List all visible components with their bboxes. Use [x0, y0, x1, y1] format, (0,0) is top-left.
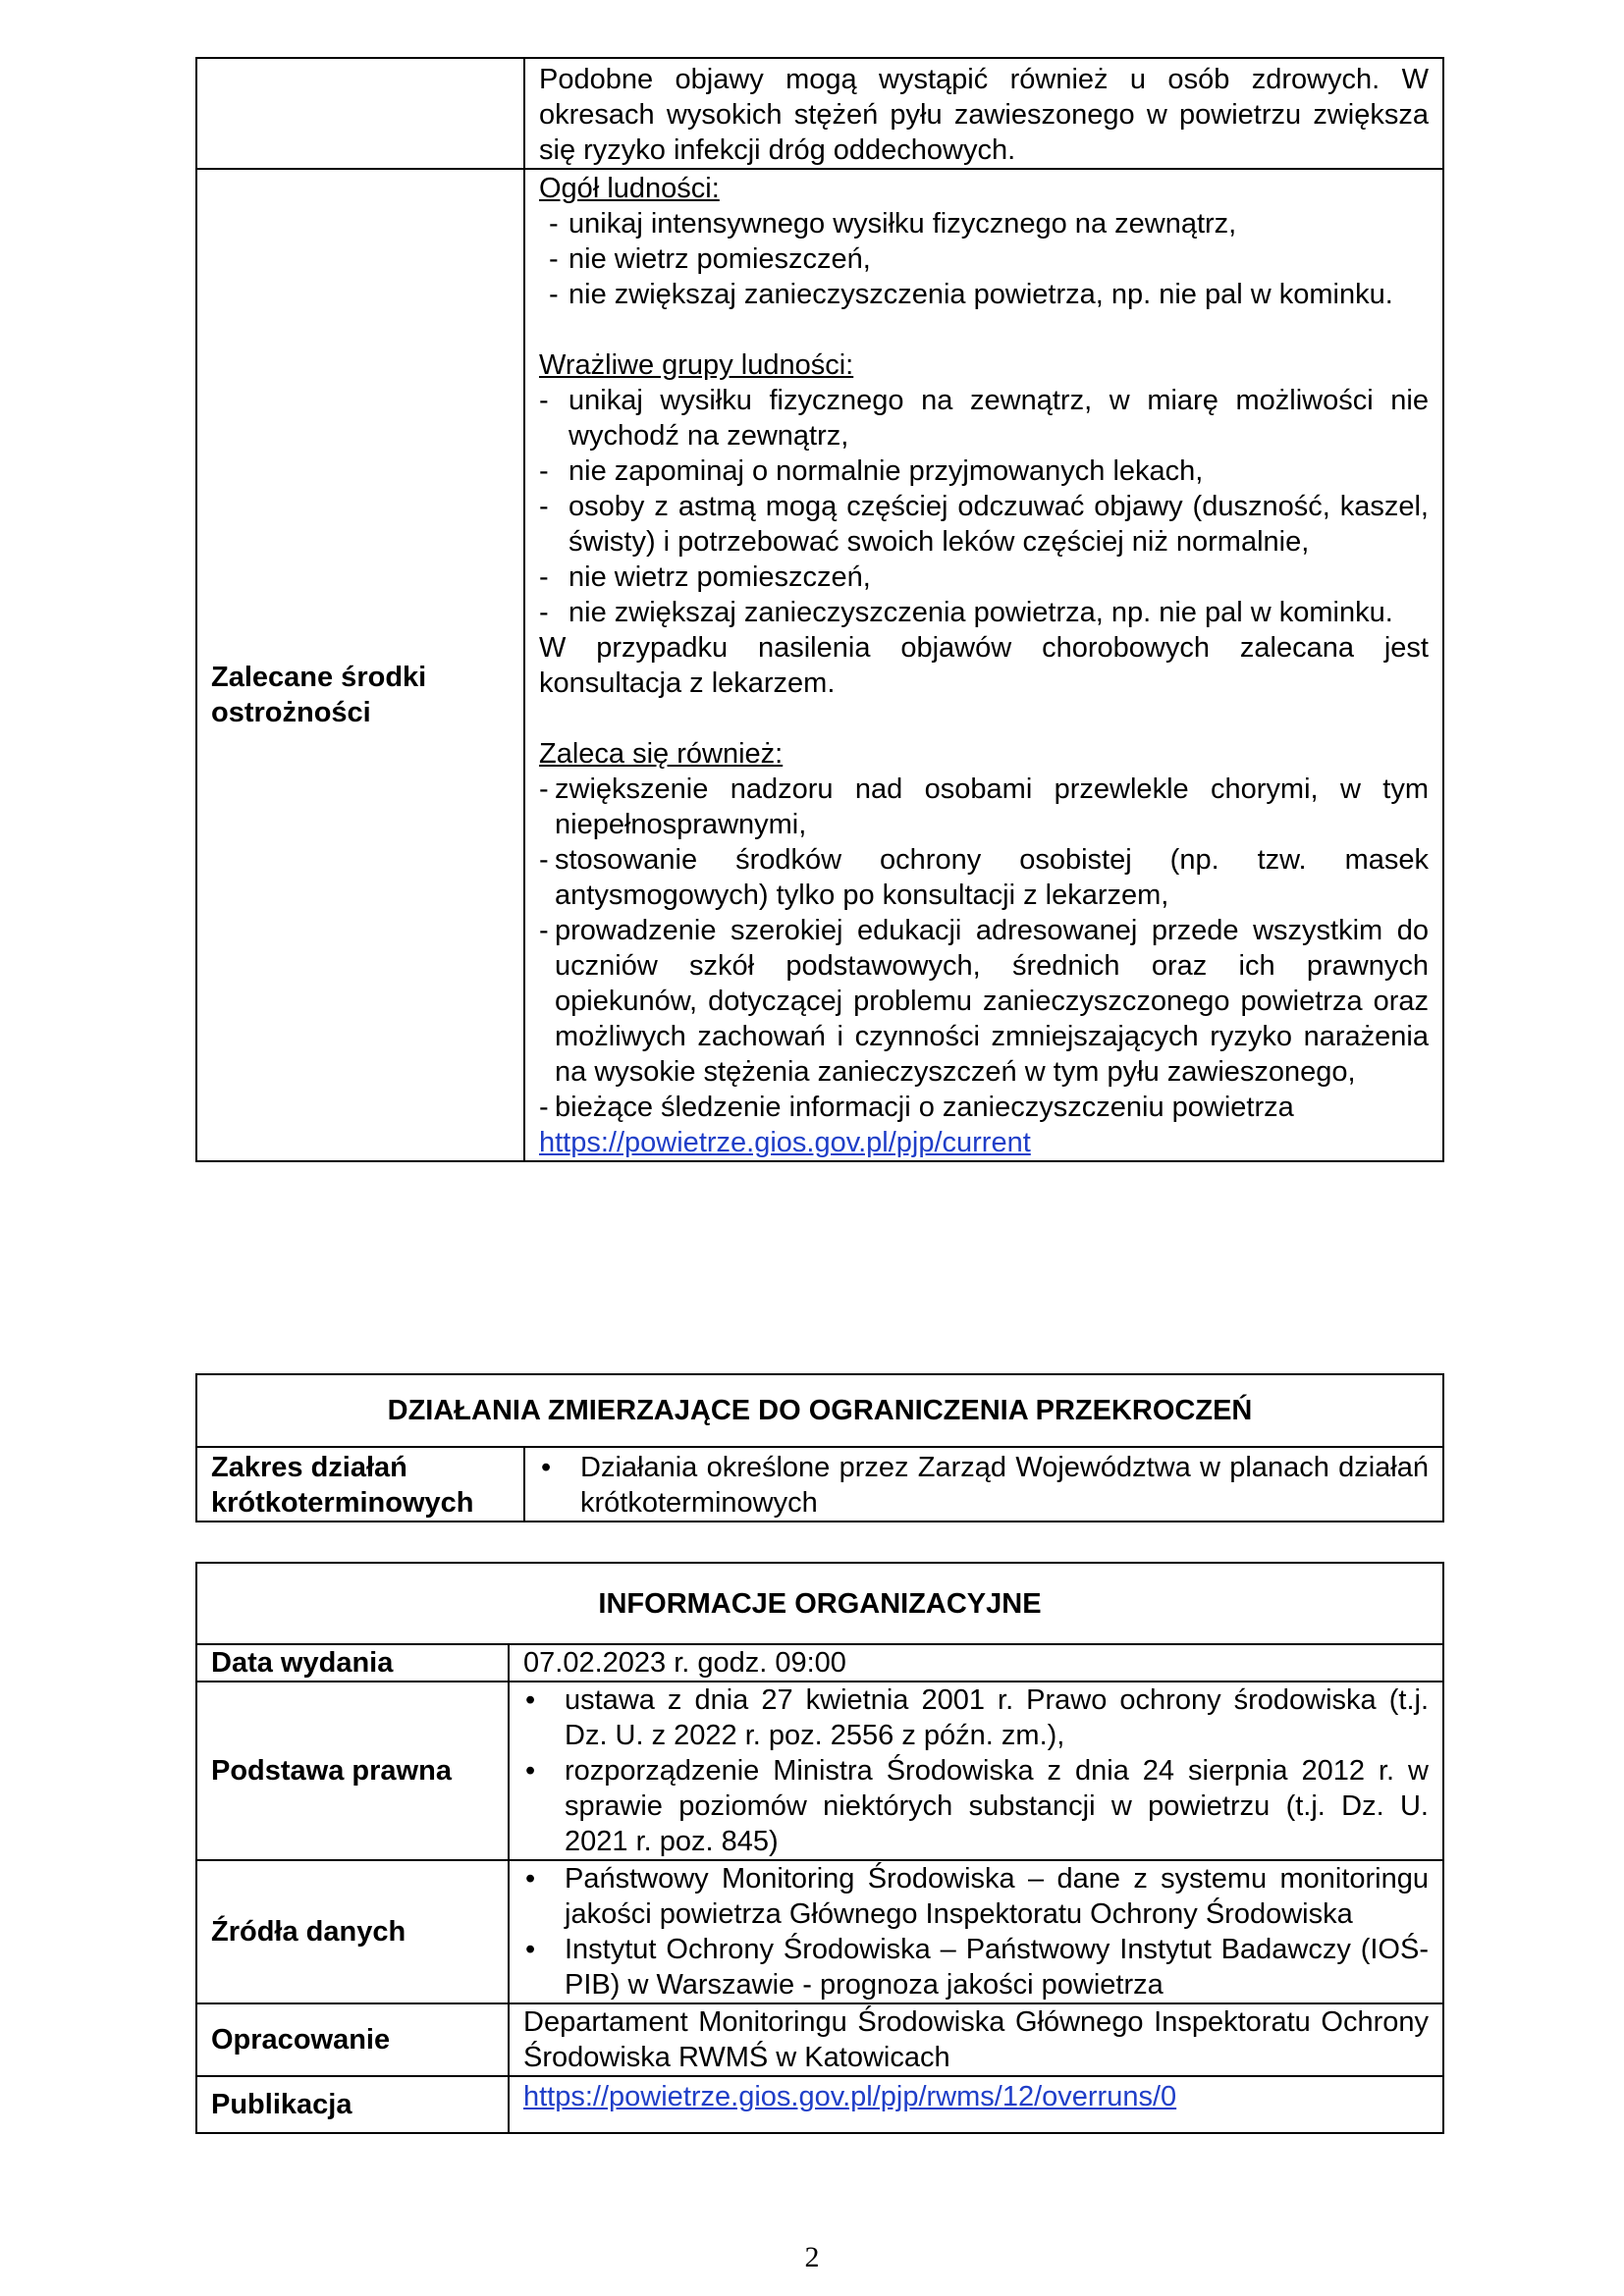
also-item: - prowadzenie szerokiej edukacji adresowanej przede wszystkim do uczniów szkół podstawowych, średnich oraz ich prawnych opiekunów, dotyczącej problemu zanieczyszczonego powietrza oraz możliwych zachowań i czynności zmniejszających ryzyko narażenia na wysokie stężenia zanieczyszczeń w tym pyłu zawieszonego,: [539, 915, 1429, 1088]
data-source-item: • Państwowy Monitoring Środowiska – dane z systemu monitoringu jakości powietrza Głównego Inspektoratu Ochrony Środowiska: [525, 1863, 1429, 1930]
sensitive-item: - nie wietrz pomieszczeń,: [539, 561, 871, 593]
page-number: 2: [804, 2241, 820, 2273]
sensitive-item: - nie zwiększaj zanieczyszczenia powietrza, np. nie pal w kominku.: [539, 597, 1393, 628]
also-item: - zwiększenie nadzoru nad osobami przewlekle chorymi, w tym niepełnosprawnymi,: [539, 774, 1429, 840]
precautions-table: [195, 57, 1444, 1162]
symptoms-paragraph: Podobne objawy mogą wystąpić również u osób zdrowych. W okresach wysokich stężeń pyłu zawieszonego w powietrzu zwiększa się ryzyko infekcji dróg oddechowych.: [539, 64, 1429, 166]
sensitive-item: - unikaj wysiłku fizycznego na zewnątrz, w miarę możliwości nie wychodź na zewnątrz,: [539, 385, 1429, 452]
organizational-header: INFORMACJE ORGANIZACYJNE: [196, 1563, 1443, 1644]
legal-basis-content: [509, 1682, 1443, 1860]
sensitive-item: - osoby z astmą mogą częściej odczuwać objawy (duszność, kaszel, świsty) i potrzebować swoich leków częściej niż normalnie,: [539, 491, 1429, 558]
precautions-row: [196, 169, 1443, 1161]
symptoms-row: [196, 58, 1443, 169]
consultation-note: W przypadku nasilenia objawów chorobowych zalecana jest konsultacja z lekarzem.: [539, 632, 1429, 699]
organizational-table: [195, 1562, 1444, 2134]
precautions-content: [524, 169, 1443, 1161]
general-population-heading: Ogół ludności:: [539, 173, 720, 204]
publication-value: [509, 2076, 1443, 2133]
legal-basis-item: • rozporządzenie Ministra Środowiska z dnia 24 sierpnia 2012 r. w sprawie poziomów niektórych substancji w powietrzu (t.j. Dz. U. 2021 r. poz. 845): [525, 1755, 1429, 1857]
general-item: - nie zwiększaj zanieczyszczenia powietrza, np. nie pal w kominku.: [549, 279, 1393, 310]
short-term-item: • Działania określone przez Zarząd Województwa w planach działań krótkoterminowych: [541, 1452, 1430, 1519]
general-item: - nie wietrz pomieszczeń,: [549, 243, 871, 275]
legal-basis-item: • ustawa z dnia 27 kwietnia 2001 r. Prawo ochrony środowiska (t.j. Dz. U. z 2022 r. poz. 2556 z późn. zm.),: [525, 1684, 1429, 1751]
also-item: - bieżące śledzenie informacji o zanieczyszczeniu powietrza: [539, 1092, 1294, 1123]
issue-date-value: 07.02.2023 r. godz. 09:00: [509, 1644, 1443, 1682]
data-sources-label: Źródła danych: [196, 1860, 509, 2003]
legal-basis-label: Podstawa prawna: [196, 1682, 509, 1860]
actions-header: DZIAŁANIA ZMIERZAJĄCE DO OGRANICZENIA PRZEKROCZEŃ: [196, 1374, 1443, 1447]
general-item: - unikaj intensywnego wysiłku fizycznego na zewnątrz,: [549, 208, 1237, 240]
prepared-by-value: Departament Monitoringu Środowiska Głównego Inspektoratu Ochrony Środowiska RWMŚ w Katowicach: [509, 2003, 1443, 2076]
data-source-item: • Instytut Ochrony Środowiska – Państwowy Instytut Badawczy (IOŚ-PIB) w Warszawie - prognoza jakości powietrza: [525, 1934, 1429, 2001]
empty-label-cell: [196, 58, 524, 169]
short-term-content: [524, 1447, 1443, 1522]
precautions-label: Zalecane środki ostrożności: [196, 169, 524, 1161]
symptoms-text: [524, 58, 1443, 169]
issue-date-label: Data wydania: [196, 1644, 509, 1682]
also-recommended-heading: Zaleca się również:: [539, 738, 784, 770]
sensitive-groups-heading: Wrażliwe grupy ludności:: [539, 349, 854, 381]
publication-label: Publikacja: [196, 2076, 509, 2133]
current-air-quality-link[interactable]: https://powietrze.gios.gov.pl/pjp/current: [539, 1127, 1031, 1158]
prepared-by-label: Opracowanie: [196, 2003, 509, 2076]
also-item: - stosowanie środków ochrony osobistej (np. tzw. masek antysmogowych) tylko po konsultacji z lekarzem,: [539, 844, 1429, 911]
data-sources-content: [509, 1860, 1443, 2003]
short-term-label: Zakres działań krótkoterminowych: [196, 1447, 524, 1522]
sensitive-item: - nie zapominaj o normalnie przyjmowanych lekach,: [539, 455, 1204, 487]
actions-table: [195, 1373, 1444, 1522]
publication-link[interactable]: https://powietrze.gios.gov.pl/pjp/rwms/12/overruns/0: [523, 2081, 1177, 2112]
